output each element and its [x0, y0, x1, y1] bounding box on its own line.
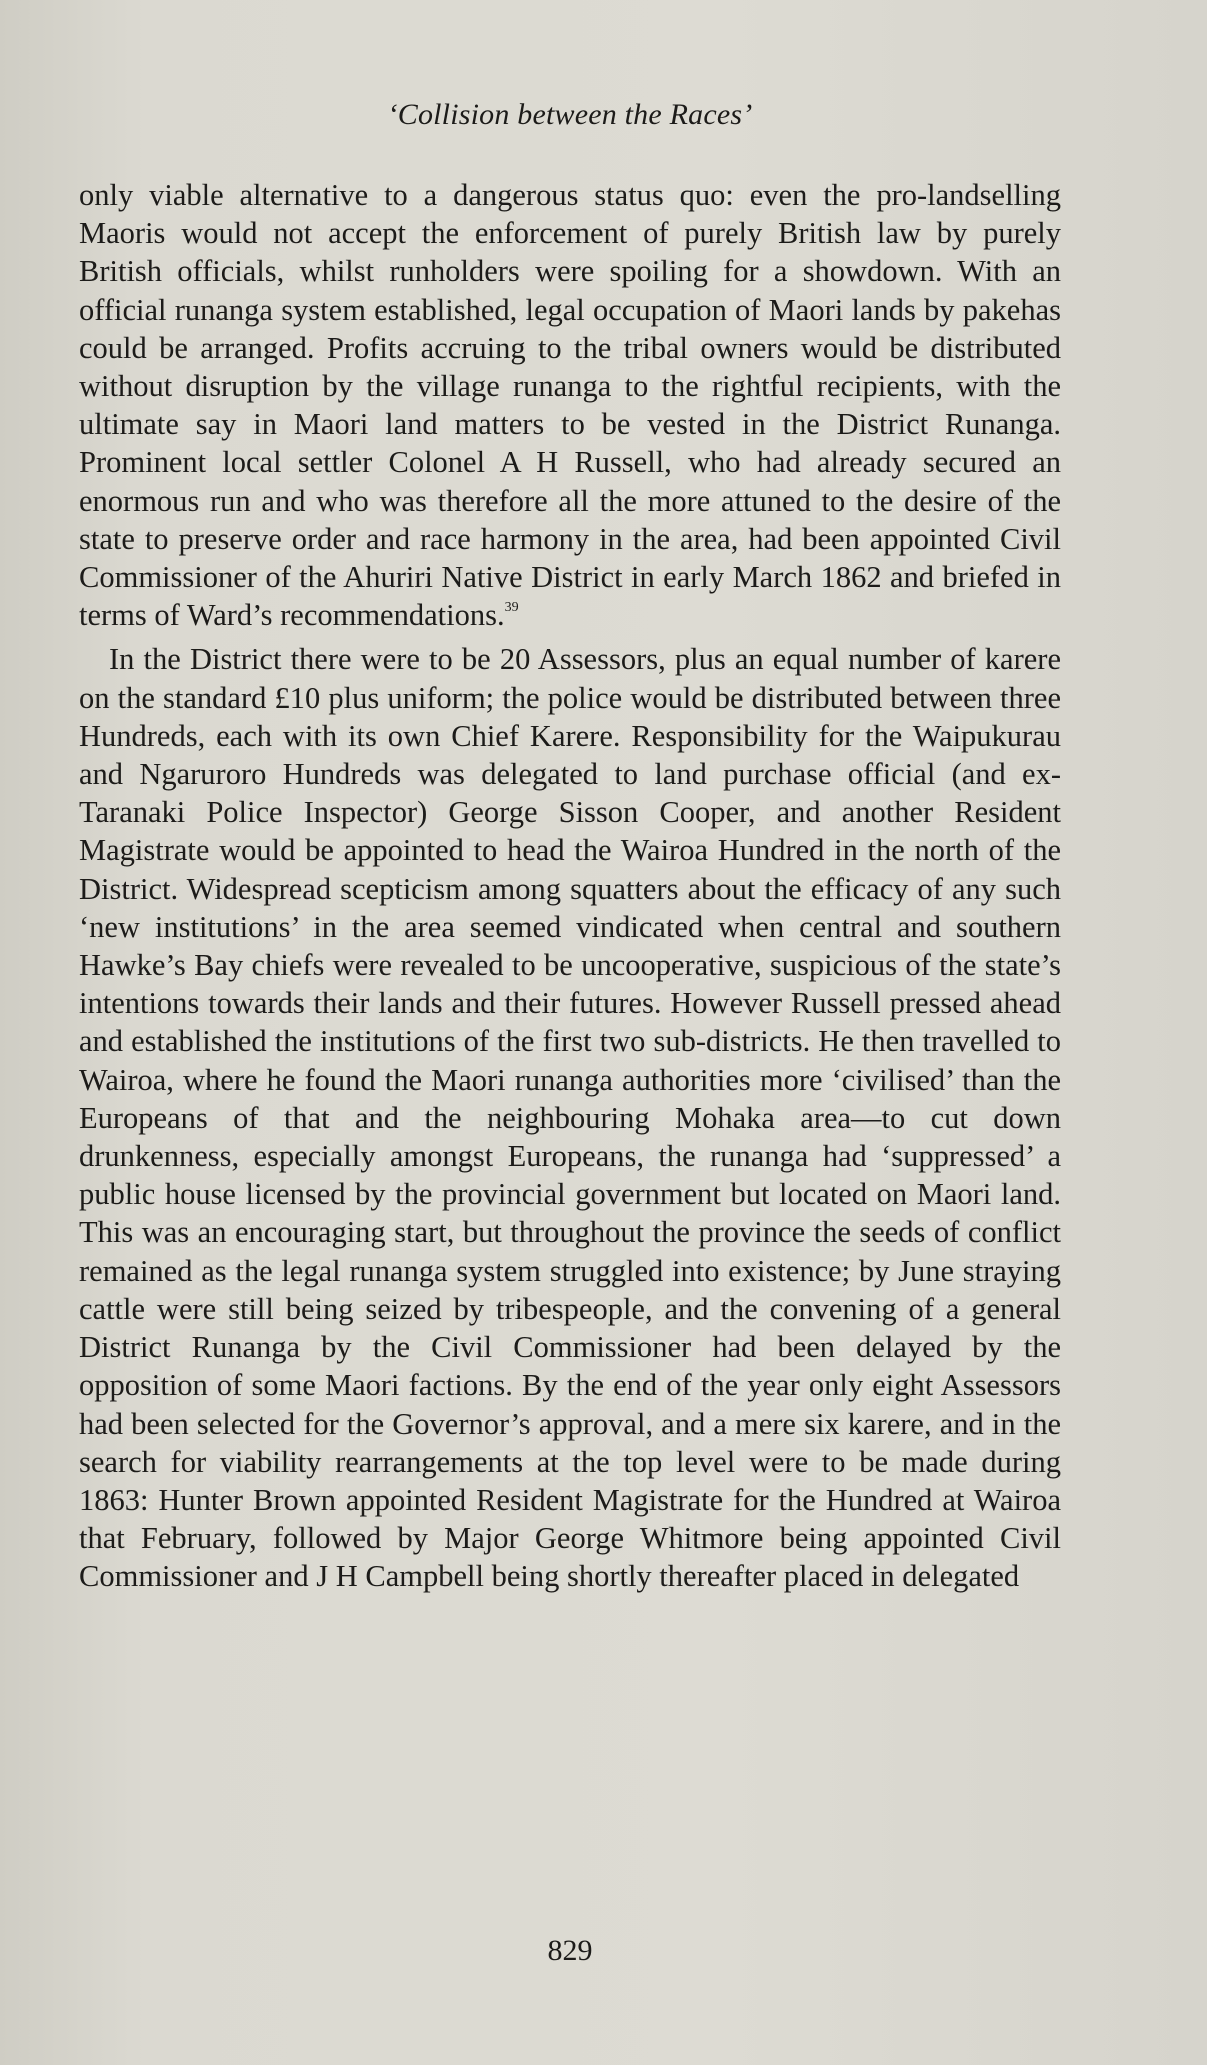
- running-head: ‘Collision between the Races’: [387, 98, 753, 131]
- paragraph: [79, 640, 1061, 1595]
- page-number: 829: [547, 1934, 593, 1967]
- footnote-marker: 39: [504, 600, 519, 616]
- paragraph-text: In the District there were to be 20 Assessors, plus an equal number of karere on the standard £10 plus uniform; the police would be distributed between three Hundreds, each with its own Chief Karere. Responsibility for the Waipukurau and Ngaruroro Hundreds was delegated to land purchase official (and ex-Taranaki Police Inspector) George Sisson Cooper, and another Resident Magistrate would be appointed to head the Wairoa Hundred in the north of the District. Widespread scepticism among squatters about the efficacy of any such ‘new institutions’ in the area seemed vindicated when central and southern Hawke’s Bay chiefs were revealed to be uncooperative, suspicious of the state’s intentions towards their lands and their futures. However Russell pressed ahead and established the institutions of the first two sub-districts. He then travelled to Wairoa, where he found the Maori runanga authorities more ‘civilised’ than the Europeans of that and the neighbouring Mohaka area—to cut down drunkenness, especially amongst Europeans, the runanga had ‘suppressed’ a public house licensed by the provincial government but located on Maori land. This was an encouraging start, but throughout the province the seeds of conflict remained as the legal runanga system struggled into existence; by June straying cattle were still being seized by tribespeople, and the convening of a general District Runanga by the Civil Commissioner had been delayed by the opposition of some Maori factions. By the end of the year only eight Assessors had been selected for the Governor’s approval, and a mere six karere, and in the search for viability rearrangements at the top level were to be made during 1863: Hunter Brown appointed Resident Magistrate for the Hundred at Wairoa that February, followed by Major George Whitmore being appointed Civil Commissioner and J H Campbell being shortly thereafter placed in delegated: [79, 642, 1061, 1594]
- body-text: [79, 176, 1061, 1596]
- paragraph: [79, 176, 1061, 634]
- paragraph-text: only viable alternative to a dangerous status quo: even the pro-landselling Maoris would not accept the enforcement of purely British law by purely British officials, whilst runholders were spoiling for a showdown. With an official runanga system established, legal occupation of Maori lands by pakehas could be arranged. Profits accruing to the tribal owners would be distributed without disruption by the village runanga to the rightful recipients, with the ultimate say in Maori land matters to be vested in the District Runanga. Prominent local settler Colonel A H Russell, who had already secured an enormous run and who was therefore all the more attuned to the desire of the state to preserve order and race harmony in the area, had been appointed Civil Commissioner of the Ahuriri Native District in early March 1862 and briefed in terms of Ward’s recommendations.: [79, 178, 1061, 633]
